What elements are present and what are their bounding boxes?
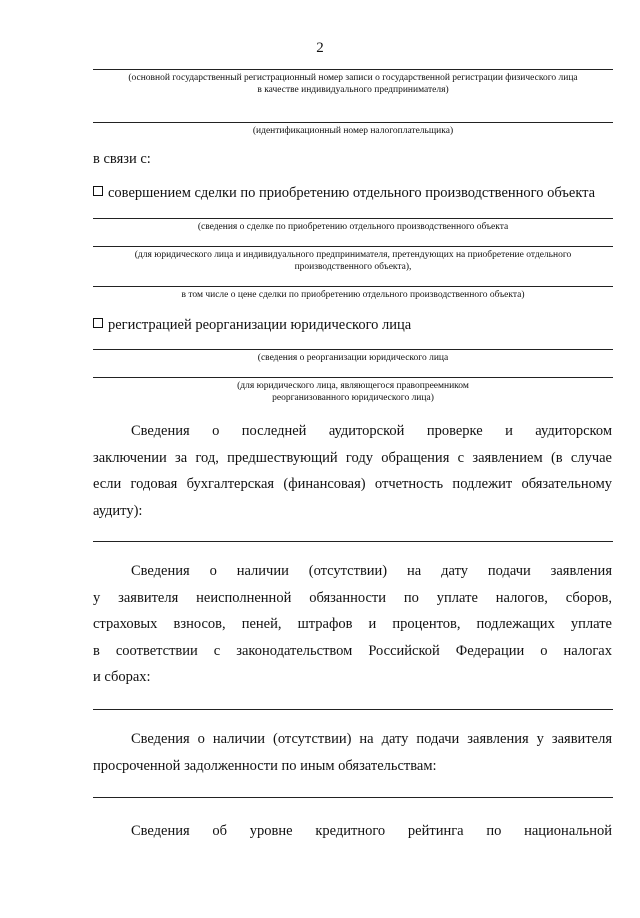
reorg-info-field-line — [93, 349, 613, 350]
deal-info-field-line — [93, 218, 613, 219]
deal-info-caption: (сведения о сделке по приобретению отдельного производственного объекта — [197, 222, 509, 232]
taxes-line-2: у заявителя неисполненной обязанности по уплате налогов, сборов, — [93, 589, 612, 606]
audit-line-3: если годовая бухгалтерская (финансовая) отчетность подлежит обязательному — [93, 476, 612, 492]
page-number: 2 — [316, 40, 324, 56]
overdue-line-1: Сведения о наличии (отсутствии) на дату подачи заявления у заявителя — [131, 731, 612, 747]
inn-field-line — [93, 122, 613, 123]
inn-caption: (идентификационный номер налогоплательщика) — [252, 126, 454, 136]
taxes-field-line — [93, 709, 613, 710]
reorg-for-whom-caption-line-2: реорганизованного юридического лица) — [272, 393, 434, 403]
overdue-field-line — [93, 797, 613, 798]
ogrnip-field-line — [93, 69, 613, 70]
deal-for-whom-caption — [93, 249, 613, 273]
reorg-checkbox-row[interactable] — [93, 317, 411, 334]
overdue-line-2: просроченной задолженности по иным обязательствам: — [93, 757, 437, 774]
deal-for-whom-caption-line-2: производственного объекта), — [294, 262, 412, 272]
audit-paragraph — [93, 418, 612, 524]
audit-field-line — [93, 541, 613, 542]
in-connection-label: в связи с: — [93, 151, 151, 167]
audit-line-4: аудиту): — [93, 502, 143, 519]
overdue-paragraph — [93, 726, 612, 779]
deal-for-whom-field-line — [93, 246, 613, 247]
deal-price-caption: в том числе о цене сделки по приобретению отдельного производственного объекта) — [181, 290, 525, 300]
taxes-line-5: и сборах: — [93, 669, 151, 685]
audit-line-2: заключении за год, предшествующий году обращения с заявлением (в случае — [93, 449, 612, 466]
taxes-paragraph — [93, 558, 612, 691]
deal-checkbox-row[interactable] — [93, 185, 595, 202]
rating-paragraph — [93, 818, 612, 845]
reorg-for-whom-caption-line-1: (для юридического лица, являющегося правопреемником — [237, 381, 469, 391]
reorg-for-whom-caption — [93, 380, 613, 404]
taxes-line-3: страховых взносов, пеней, штрафов и процентов, подлежащих уплате — [93, 616, 612, 632]
reorg-info-caption: (сведения о реорганизации юридического лица — [257, 353, 449, 363]
reorg-checkbox[interactable] — [93, 318, 103, 328]
deal-checkbox[interactable] — [93, 186, 103, 196]
deal-checkbox-label: совершением сделки по приобретению отдельного производственного объекта — [108, 185, 596, 201]
ogrnip-caption-line-1: (основной государственный регистрационный номер записи о государственной регистрации физического лица — [128, 73, 578, 83]
deal-price-field-line — [93, 286, 613, 287]
rating-line-1: Сведения об уровне кредитного рейтинга по национальной — [131, 823, 612, 839]
ogrnip-caption — [93, 72, 613, 96]
audit-line-1: Сведения о последней аудиторской проверке и аудиторском — [131, 423, 612, 439]
taxes-line-4: в соответствии с законодательством Российской Федерации о налогах — [93, 642, 612, 659]
reorg-checkbox-label: регистрацией реорганизации юридического лица — [108, 317, 412, 333]
taxes-line-1: Сведения о наличии (отсутствии) на дату подачи заявления — [131, 563, 612, 579]
deal-for-whom-caption-line-1: (для юридического лица и индивидуального предпринимателя, претендующих на приобретение отдельного — [134, 250, 572, 260]
reorg-for-whom-field-line — [93, 377, 613, 378]
ogrnip-caption-line-2: в качестве индивидуального предпринимателя) — [257, 85, 449, 95]
